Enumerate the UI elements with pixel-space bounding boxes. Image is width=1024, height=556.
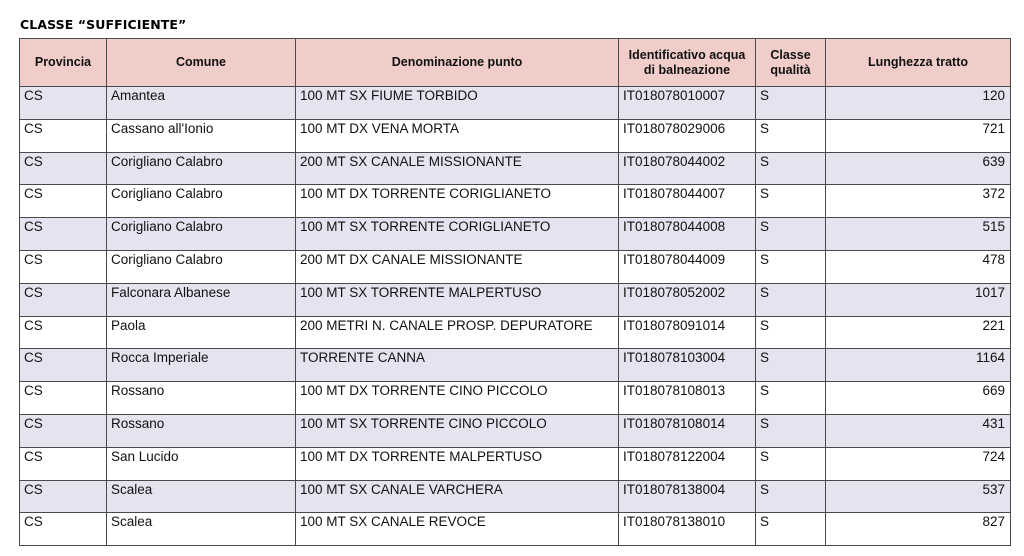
cell-denominazione: 100 MT SX CANALE REVOCE [296, 513, 619, 546]
table-row [20, 283, 1011, 316]
cell-classe: S [756, 218, 826, 251]
cell-identificativo: IT018078122004 [619, 447, 756, 480]
cell-provincia: CS [20, 316, 107, 349]
cell-lunghezza: 120 [826, 87, 1011, 120]
cell-classe: S [756, 283, 826, 316]
cell-provincia: CS [20, 349, 107, 382]
cell-classe: S [756, 119, 826, 152]
cell-comune: Falconara Albanese [107, 283, 296, 316]
cell-classe: S [756, 480, 826, 513]
table-row [20, 250, 1011, 283]
cell-comune: San Lucido [107, 447, 296, 480]
table-row [20, 513, 1011, 546]
header-identificativo: Identificativo acqua di balneazione [619, 39, 756, 87]
cell-denominazione: 200 METRI N. CANALE PROSP. DEPURATORE [296, 316, 619, 349]
cell-comune: Rossano [107, 382, 296, 415]
table-body [20, 87, 1011, 546]
cell-lunghezza: 478 [826, 250, 1011, 283]
cell-comune: Corigliano Calabro [107, 250, 296, 283]
cell-classe: S [756, 185, 826, 218]
table-header [20, 39, 1011, 87]
cell-denominazione: 100 MT DX TORRENTE CORIGLIANETO [296, 185, 619, 218]
cell-provincia: CS [20, 185, 107, 218]
table-row [20, 87, 1011, 120]
cell-lunghezza: 721 [826, 119, 1011, 152]
cell-provincia: CS [20, 152, 107, 185]
cell-comune: Scalea [107, 513, 296, 546]
header-comune: Comune [107, 39, 296, 87]
cell-denominazione: 100 MT DX TORRENTE MALPERTUSO [296, 447, 619, 480]
cell-lunghezza: 515 [826, 218, 1011, 251]
cell-identificativo: IT018078052002 [619, 283, 756, 316]
cell-lunghezza: 724 [826, 447, 1011, 480]
cell-provincia: CS [20, 447, 107, 480]
cell-denominazione: 100 MT SX TORRENTE MALPERTUSO [296, 283, 619, 316]
cell-identificativo: IT018078108013 [619, 382, 756, 415]
cell-provincia: CS [20, 119, 107, 152]
cell-identificativo: IT018078108014 [619, 414, 756, 447]
cell-classe: S [756, 250, 826, 283]
cell-denominazione: 100 MT SX CANALE VARCHERA [296, 480, 619, 513]
cell-provincia: CS [20, 382, 107, 415]
cell-identificativo: IT018078103004 [619, 349, 756, 382]
section-title: CLASSE “SUFFICIENTE” [20, 17, 187, 32]
bathing-water-table [19, 38, 1011, 546]
cell-provincia: CS [20, 218, 107, 251]
cell-identificativo: IT018078044008 [619, 218, 756, 251]
cell-classe: S [756, 349, 826, 382]
cell-comune: Amantea [107, 87, 296, 120]
cell-identificativo: IT018078138010 [619, 513, 756, 546]
cell-provincia: CS [20, 414, 107, 447]
cell-provincia: CS [20, 87, 107, 120]
table-row [20, 316, 1011, 349]
cell-provincia: CS [20, 480, 107, 513]
table-row [20, 185, 1011, 218]
header-lunghezza: Lunghezza tratto [826, 39, 1011, 87]
table-row [20, 382, 1011, 415]
cell-comune: Rossano [107, 414, 296, 447]
table-row [20, 349, 1011, 382]
header-provincia: Provincia [20, 39, 107, 87]
cell-comune: Paola [107, 316, 296, 349]
cell-classe: S [756, 447, 826, 480]
cell-denominazione: TORRENTE CANNA [296, 349, 619, 382]
table-row [20, 480, 1011, 513]
cell-comune: Rocca Imperiale [107, 349, 296, 382]
cell-identificativo: IT018078091014 [619, 316, 756, 349]
cell-lunghezza: 537 [826, 480, 1011, 513]
cell-comune: Corigliano Calabro [107, 218, 296, 251]
cell-lunghezza: 1017 [826, 283, 1011, 316]
cell-comune: Cassano all'Ionio [107, 119, 296, 152]
cell-provincia: CS [20, 250, 107, 283]
cell-lunghezza: 221 [826, 316, 1011, 349]
table-row [20, 447, 1011, 480]
cell-denominazione: 100 MT DX VENA MORTA [296, 119, 619, 152]
cell-denominazione: 200 MT DX CANALE MISSIONANTE [296, 250, 619, 283]
table-row [20, 218, 1011, 251]
cell-lunghezza: 1164 [826, 349, 1011, 382]
cell-classe: S [756, 382, 826, 415]
cell-identificativo: IT018078010007 [619, 87, 756, 120]
header-row [20, 39, 1011, 87]
cell-identificativo: IT018078044009 [619, 250, 756, 283]
cell-identificativo: IT018078044002 [619, 152, 756, 185]
cell-classe: S [756, 152, 826, 185]
table-row [20, 414, 1011, 447]
cell-comune: Corigliano Calabro [107, 185, 296, 218]
cell-denominazione: 100 MT SX TORRENTE CINO PICCOLO [296, 414, 619, 447]
cell-lunghezza: 431 [826, 414, 1011, 447]
cell-identificativo: IT018078138004 [619, 480, 756, 513]
cell-classe: S [756, 316, 826, 349]
cell-lunghezza: 669 [826, 382, 1011, 415]
cell-identificativo: IT018078044007 [619, 185, 756, 218]
cell-classe: S [756, 513, 826, 546]
cell-classe: S [756, 87, 826, 120]
cell-denominazione: 200 MT SX CANALE MISSIONANTE [296, 152, 619, 185]
cell-lunghezza: 639 [826, 152, 1011, 185]
table-row [20, 119, 1011, 152]
cell-comune: Corigliano Calabro [107, 152, 296, 185]
cell-denominazione: 100 MT SX FIUME TORBIDO [296, 87, 619, 120]
header-classe: Classe qualità [756, 39, 826, 87]
cell-comune: Scalea [107, 480, 296, 513]
cell-denominazione: 100 MT SX TORRENTE CORIGLIANETO [296, 218, 619, 251]
table-row [20, 152, 1011, 185]
cell-provincia: CS [20, 283, 107, 316]
cell-lunghezza: 372 [826, 185, 1011, 218]
cell-lunghezza: 827 [826, 513, 1011, 546]
cell-identificativo: IT018078029006 [619, 119, 756, 152]
cell-classe: S [756, 414, 826, 447]
cell-denominazione: 100 MT DX TORRENTE CINO PICCOLO [296, 382, 619, 415]
header-denominazione: Denominazione punto [296, 39, 619, 87]
cell-provincia: CS [20, 513, 107, 546]
